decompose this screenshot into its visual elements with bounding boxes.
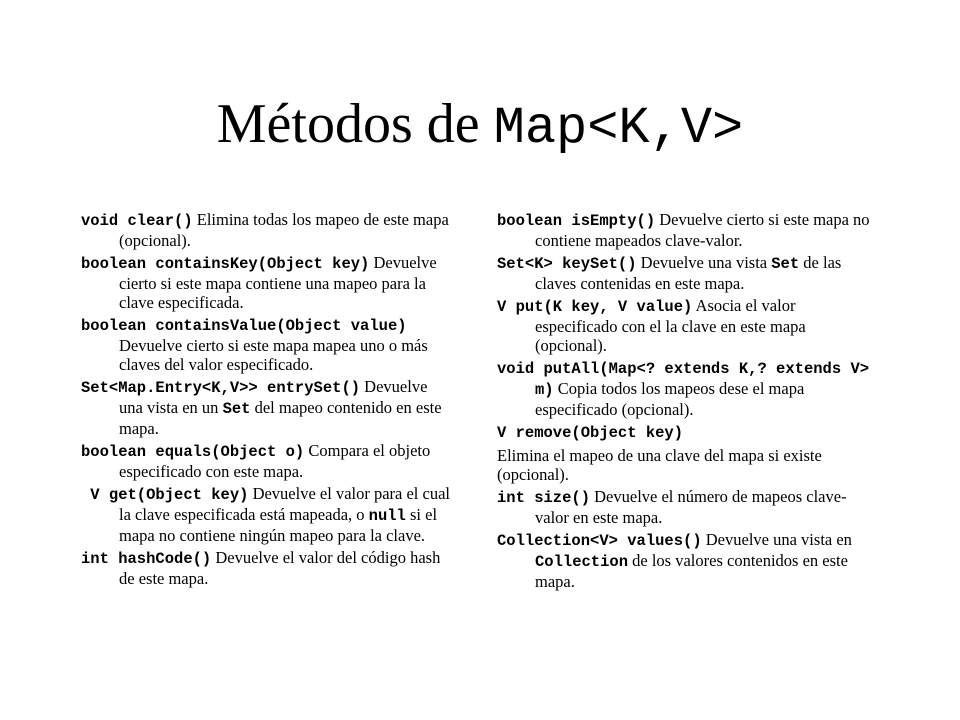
method-entry-set [81, 377, 453, 438]
method-description: si el mapa no contiene ningún mapeo para la clave. [119, 505, 438, 545]
method-signature: int hashCode() [81, 550, 212, 568]
method-signature: void putAll(Map<? extends K,? extends V> m) [497, 360, 870, 399]
method-description: Devuelve cierto si este mapa mapea uno o más claves del valor especificado. [119, 336, 428, 374]
method-signature: Set<K> keySet() [497, 255, 637, 273]
method-description: del mapeo contenido en este mapa. [119, 398, 442, 438]
method-signature: void clear() [81, 212, 193, 230]
method-description: Devuelve una vista [636, 253, 772, 272]
slide-title [0, 88, 960, 165]
method-put [497, 296, 872, 355]
method-hash-code [81, 548, 453, 588]
method-contains-key [81, 253, 453, 312]
method-is-empty [497, 210, 872, 250]
method-size [497, 487, 872, 527]
method-signature: boolean containsKey(Object key) [81, 255, 370, 273]
method-description: Asocia el valor especificado con el la clave en este mapa (opcional). [535, 296, 806, 355]
method-remove [497, 422, 872, 443]
method-signature: Collection<V> values() [497, 532, 702, 550]
method-values [497, 530, 872, 591]
method-get [81, 484, 453, 545]
method-clear [81, 210, 453, 250]
inline-code: Set [771, 255, 800, 273]
method-remove-description [497, 446, 872, 484]
method-description: Devuelve el valor del código hash de este mapa. [119, 548, 441, 588]
method-description: Elimina el mapeo de una clave del mapa si existe (opcional). [497, 446, 822, 484]
method-description: Compara el objeto especificado con este mapa. [119, 441, 431, 481]
method-signature: V get(Object key) [81, 486, 249, 504]
method-signature: V put(K key, V value) [497, 298, 693, 316]
slide-title-code: Map<K,V> [493, 99, 744, 158]
method-signature: boolean isEmpty() [497, 212, 656, 230]
method-contains-value [81, 315, 453, 374]
method-signature: boolean containsValue(Object value) [81, 317, 407, 335]
method-description: de las claves contenidas en este mapa. [535, 253, 842, 293]
inline-code: Collection [535, 553, 629, 571]
method-equals [81, 441, 453, 481]
method-description: Elimina todas los mapeo de este mapa (opcional). [119, 210, 449, 250]
method-description: de los valores contenidos en este mapa. [535, 551, 848, 591]
method-description: Devuelve el número de mapeos clave-valor en este mapa. [535, 487, 847, 527]
method-description: Devuelve cierto si este mapa no contiene mapeados clave-valor. [535, 210, 870, 250]
inline-code: null [368, 507, 406, 525]
method-description: Copia todos los mapeos dese el mapa especificado (opcional). [535, 379, 805, 419]
method-description: Devuelve el valor para el cual la clave especificada está mapeada, o [119, 484, 450, 524]
method-description: Devuelve una vista en un [119, 377, 428, 417]
method-signature: V remove(Object key) [497, 424, 684, 442]
method-description: Devuelve cierto si este mapa contiene una mapeo para la clave especificada. [119, 253, 437, 312]
method-signature: boolean equals(Object o) [81, 443, 305, 461]
left-method-list [81, 210, 453, 591]
method-description: Devuelve una vista en [701, 530, 852, 549]
slide-title-text: Métodos de [216, 93, 494, 155]
method-signature: Set<Map.Entry<K,V>> entrySet() [81, 379, 361, 397]
right-method-list [497, 210, 872, 594]
method-signature: int size() [497, 489, 591, 507]
inline-code: Set [222, 400, 251, 418]
method-put-all [497, 358, 872, 419]
method-key-set [497, 253, 872, 293]
